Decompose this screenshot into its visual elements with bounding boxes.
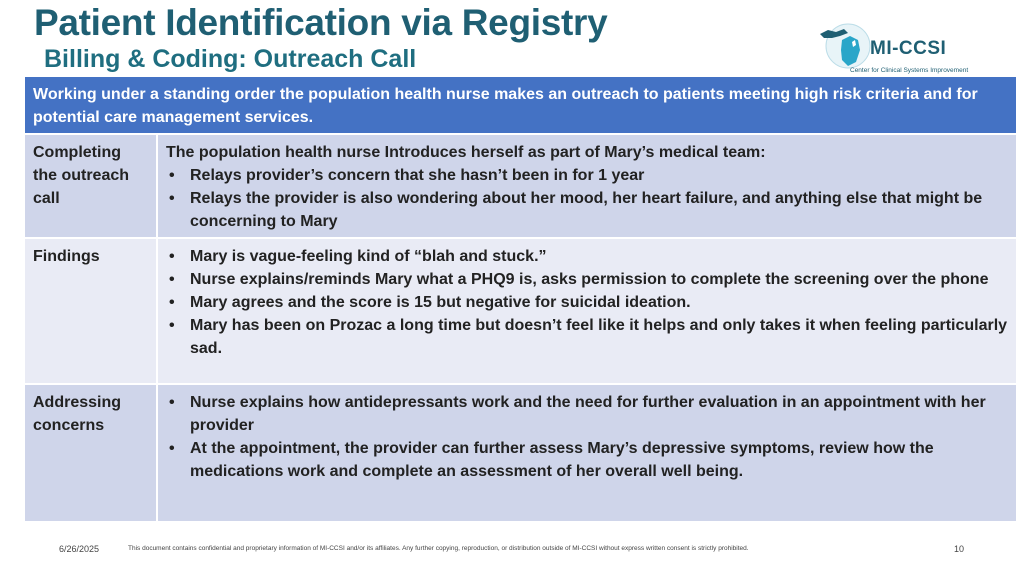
list-item: • Mary agrees and the score is 15 but negative for suicidal ideation. <box>166 291 1008 314</box>
list-item: • At the appointment, the provider can further assess Mary’s depressive symptoms, review how the medications work and complete an assessment of her overall well being. <box>166 437 1008 483</box>
list-item: • Nurse explains how antidepressants work and the need for further evaluation in an appointment with her provider <box>166 391 1008 437</box>
row-label-addressing: Addressing concerns <box>25 384 157 521</box>
list-item: • Nurse explains/reminds Mary what a PHQ9 is, asks permission to complete the screening over the phone <box>166 268 1008 291</box>
list-item: • Mary is vague-feeling kind of “blah and stuck.” <box>166 245 1008 268</box>
bullet-list <box>166 164 1008 233</box>
row-intro: The population health nurse Introduces herself as part of Mary’s medical team: <box>166 144 766 161</box>
michigan-map-icon <box>814 20 874 72</box>
table-header: Working under a standing order the population health nurse makes an outreach to patients meeting high risk criteria and for potential care management services. <box>25 77 1016 134</box>
table-row <box>25 134 1016 238</box>
footer-confidentiality-note: This document contains confidential and proprietary information of MI-CCSI and/or its affiliates. Any further copying, reproduction, or distribution outside of MI-CCSI without express written consent is strictly prohibited. <box>128 545 749 552</box>
outreach-table <box>25 77 1016 521</box>
slide-subtitle: Billing & Coding: Outreach Call <box>44 45 417 73</box>
logo-name: MI-CCSI <box>870 38 947 59</box>
list-item: • Relays provider’s concern that she hasn’t been in for 1 year <box>166 164 1008 187</box>
row-content-completing <box>157 134 1016 238</box>
row-label-findings: Findings <box>25 238 157 384</box>
list-item: • Relays the provider is also wondering about her mood, her heart failure, and anything else that might be concerning to Mary <box>166 187 1008 233</box>
row-content-findings <box>157 238 1016 384</box>
mi-ccsi-logo <box>814 18 980 78</box>
list-item: • Mary has been on Prozac a long time but doesn’t feel like it helps and only takes it when feeling particularly sad. <box>166 314 1008 360</box>
footer-date: 6/26/2025 <box>59 544 100 554</box>
logo-tagline: Center for Clinical Systems Improvement <box>850 67 969 74</box>
row-content-addressing <box>157 384 1016 521</box>
row-label-completing: Completing the outreach call <box>25 134 157 238</box>
bullet-list <box>166 391 1008 483</box>
table-row <box>25 384 1016 521</box>
table-row <box>25 238 1016 384</box>
bullet-list <box>166 245 1008 360</box>
page-number: 10 <box>954 544 965 554</box>
slide-title: Patient Identification via Registry <box>34 2 608 43</box>
